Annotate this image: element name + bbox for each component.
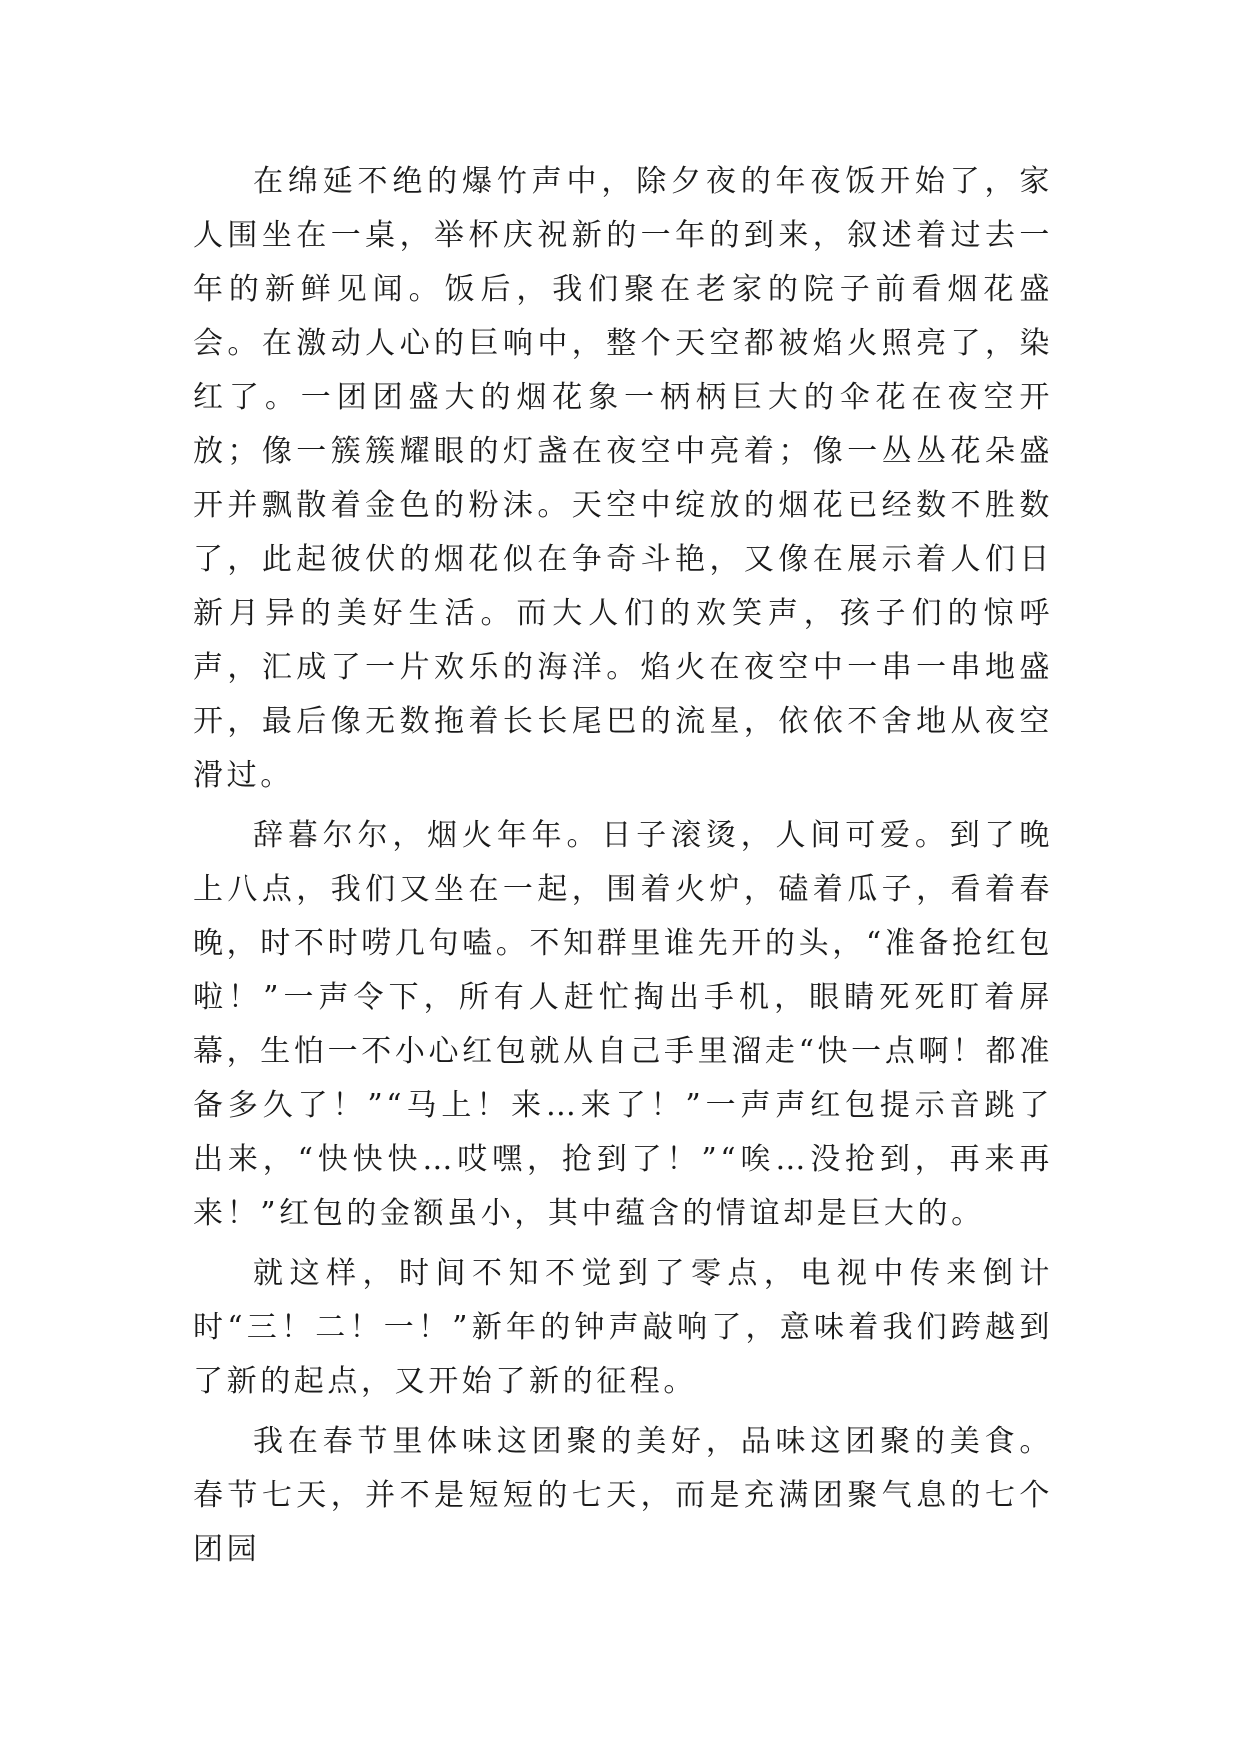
paragraph-countdown: 就这样，时间不知不觉到了零点，电视中传来倒计时“三！二！一！”新年的钟声敲响了，意味着我们跨越到了新的起点，又开始了新的征程。: [193, 1256, 1053, 1399]
paragraph-reunion: 我在春节里体味这团聚的美好，品味这团聚的美食。春节七天，并不是短短的七天，而是充满团聚气息的七个团园: [193, 1424, 1053, 1567]
paragraph-fireworks: 在绵延不绝的爆竹声中，除夕夜的年夜饭开始了，家人围坐在一桌，举杯庆祝新的一年的到来，叙述着过去一年的新鲜见闻。饭后，我们聚在老家的院子前看烟花盛会。在激动人心的巨响中，整个天空都被焰火照亮了，染红了。一团团盛大的烟花象一柄柄巨大的伞花在夜空开放；像一簇簇耀眼的灯盏在夜空中亮着；像一丛丛花朵盛开并飘散着金色的粉沫。天空中绽放的烟花已经数不胜数了，此起彼伏的烟花似在争奇斗艳，又像在展示着人们日新月异的美好生活。而大人们的欢笑声，孩子们的惊呼声，汇成了一片欢乐的海洋。焰火在夜空中一串一串地盛开，最后像无数拖着长长尾巴的流星，依依不舍地从夜空滑过。: [193, 164, 1053, 793]
paragraph-red-envelopes: 辞暮尔尔，烟火年年。日子滚烫，人间可爱。到了晚上八点，我们又坐在一起，围着火炉，磕着瓜子，看着春晚，时不时唠几句嗑。不知群里谁先开的头，“准备抢红包啦！”一声令下，所有人赶忙掏出手机，眼睛死死盯着屏幕，生怕一不小心红包就从自己手里溜走“快一点啊！都准备多久了！”“马上！来…来了！”一声声红包提示音跳了出来，“快快快…哎嘿，抢到了！”“唉…没抢到，再来再来！”红包的金额虽小，其中蕴含的情谊却是巨大的。: [193, 818, 1053, 1231]
document-body: [193, 155, 1053, 1583]
